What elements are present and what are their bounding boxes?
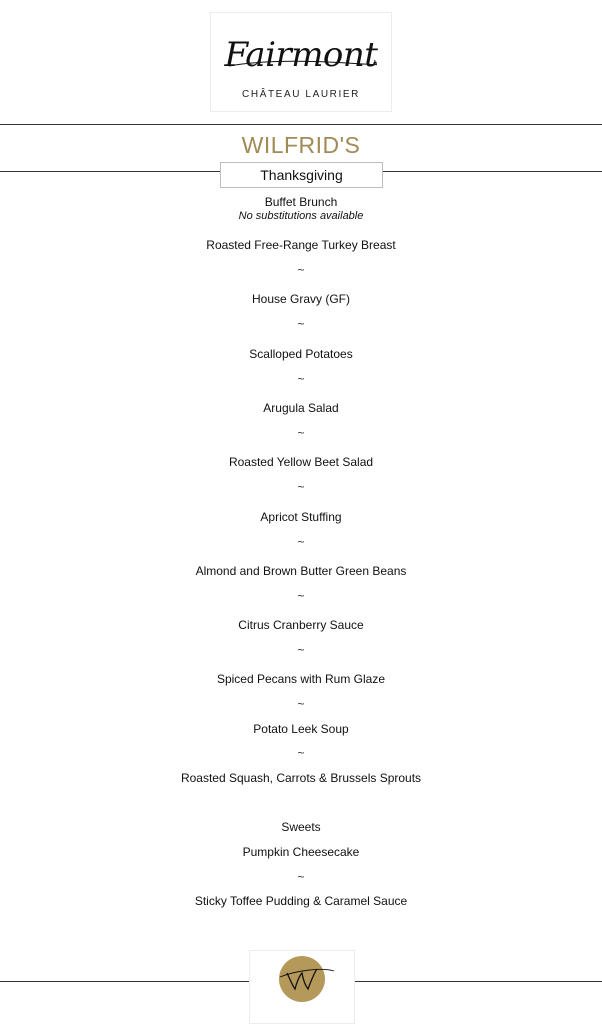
logo-swash-icon: [227, 57, 377, 71]
menu-item: Potato Leek Soup: [253, 722, 349, 736]
menu-item: Spiced Pecans with Rum Glaze: [216, 672, 386, 686]
menu-item: Pumpkin Cheesecake: [242, 845, 360, 859]
logo-wordmark: Fairmont: [224, 35, 378, 75]
menu-item: Scalloped Potatoes: [249, 347, 353, 361]
menu-separator: ~: [297, 697, 305, 711]
menu-item: Roasted Yellow Beet Salad: [228, 455, 374, 469]
menu-separator: ~: [297, 480, 305, 494]
menu-separator: ~: [297, 263, 305, 277]
menu-item: Roasted Squash, Carrots & Brussels Sprouts: [180, 771, 422, 785]
menu-separator: ~: [297, 372, 305, 386]
brunch-note: No substitutions available: [238, 210, 364, 222]
fairmont-w-seal-icon: [250, 951, 354, 1023]
menu-item: Roasted Free-Range Turkey Breast: [206, 238, 396, 252]
menu-separator: ~: [297, 317, 305, 331]
menu-item: Apricot Stuffing: [260, 510, 342, 524]
menu-separator: ~: [297, 589, 305, 603]
menu-separator: ~: [297, 535, 305, 549]
menu-item: Citrus Cranberry Sauce: [238, 618, 364, 632]
menu-item: House Gravy (GF): [251, 292, 350, 306]
top-divider: [0, 124, 602, 125]
menu-separator: ~: [297, 643, 305, 657]
menu-item: Arugula Salad: [263, 401, 339, 415]
menu-separator: ~: [297, 870, 305, 884]
menu-item: Sticky Toffee Pudding & Caramel Sauce: [194, 894, 408, 908]
sweets-heading: Sweets: [281, 820, 321, 834]
logo-card: [210, 12, 392, 112]
title-divider-left: [0, 171, 220, 172]
bottom-divider-right: [355, 981, 602, 982]
bottom-divider-left: [0, 981, 249, 982]
logo-subtitle: CHÂTEAU LAURIER: [242, 89, 360, 100]
brunch-heading: Buffet Brunch: [264, 195, 338, 209]
menu-separator: ~: [297, 746, 305, 760]
menu-item: Almond and Brown Butter Green Beans: [195, 564, 407, 578]
menu-separator: ~: [297, 426, 305, 440]
seal-card: [249, 950, 355, 1024]
menu-title: Thanksgiving: [220, 162, 383, 188]
restaurant-name: WILFRID'S: [241, 132, 361, 158]
title-divider-right: [383, 171, 602, 172]
